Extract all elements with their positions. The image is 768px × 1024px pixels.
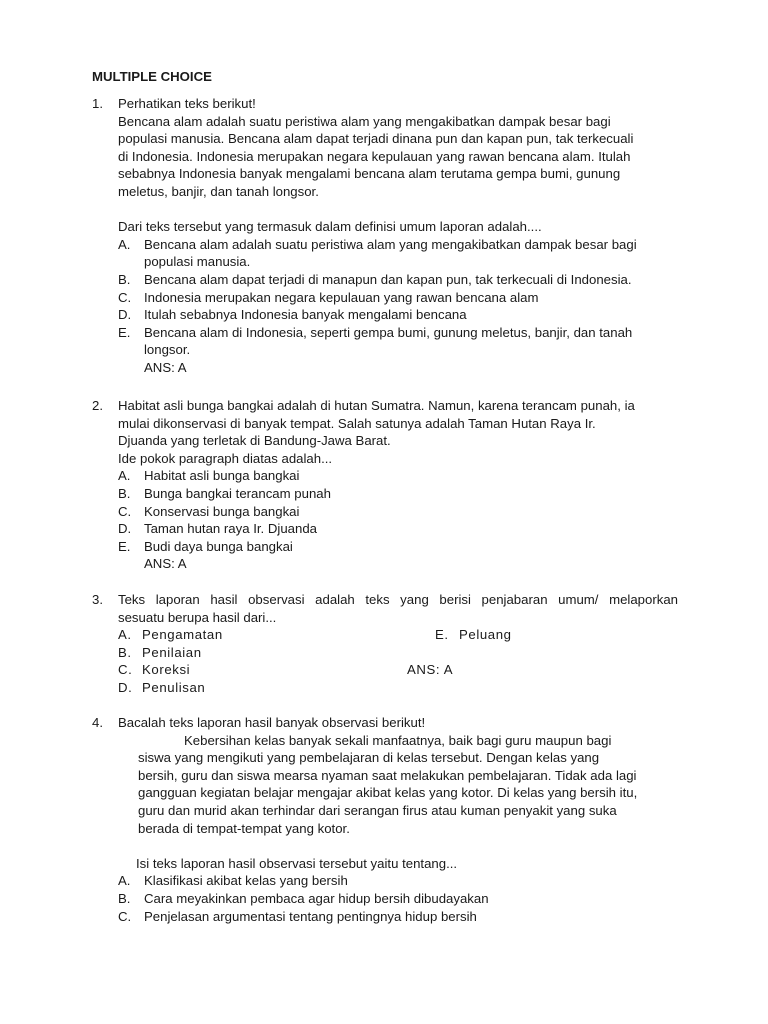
question-3 [92,591,678,697]
option-b [118,485,678,503]
option-text: Indonesia merupakan negara kepulauan yang rawan bencana alam [144,289,539,305]
option-letter: C. [118,908,132,924]
option-text: Taman hutan raya Ir. Djuanda [144,521,318,537]
option-letter: C. [118,503,132,519]
option-text: Pengamatan [142,627,223,643]
answer-key: ANS: A [144,359,187,375]
option-letter: B. [118,890,131,906]
option-letter: C. [118,289,132,305]
option-letter: A. [118,468,131,484]
passage-line: siswa yang mengikuti yang pembelajaran di kelas tersebut. Dengan kelas yang [138,750,600,766]
option-text: Bunga bangkai terancam punah [144,485,331,501]
question-stem: Isi teks laporan hasil observasi tersebut yaitu tentang... [136,855,458,871]
option-text: Habitat asli bunga bangkai [144,468,300,484]
page-title: MULTIPLE CHOICE [92,69,212,84]
option-text: longsor. [144,342,191,358]
option-c [118,661,190,679]
question-2 [92,397,678,573]
question-text-line: Teks laporan hasil observasi adalah teks yang berisi penjabaran umum/ melaporkan [118,592,678,607]
option-text: Budi daya bunga bangkai [144,538,293,554]
option-letter: E. [118,324,131,340]
option-text: Koreksi [142,662,191,678]
option-text: Peluang [459,627,512,643]
option-a [118,467,678,485]
question-text-line: di Indonesia. Indonesia merupakan negara kepulauan yang rawan bencana alam. Itulah [118,148,631,164]
option-text: Bencana alam dapat terjadi di manapun dan kapan pun, tak terkecuali di Indonesia. [144,271,632,287]
question-text-line: sebabnya Indonesia banyak mengalami bencana alam terutama gempa bumi, gunung [118,166,621,182]
question-text-line: mulai dikonservasi di banyak tempat. Salah satunya adalah Taman Hutan Raya Ir. [118,415,596,431]
option-letter: A. [118,236,131,252]
option-text: Bencana alam adalah suatu peristiwa alam yang mengakibatkan dampak besar bagi [144,236,637,252]
question-stem: Dari teks tersebut yang termasuk dalam definisi umum laporan adalah.... [118,219,542,235]
question-number: 4. [92,715,103,730]
question-text-line: meletus, banjir, dan tanah longsor. [118,183,319,199]
question-stem: Ide pokok paragraph diatas adalah... [118,450,333,466]
option-c [118,289,678,307]
option-c [118,908,678,926]
answer-key: ANS: A [407,662,454,678]
question-text-line: Perhatikan teks berikut! [118,96,256,111]
option-letter: E. [435,627,449,643]
option-letter: A. [118,627,132,643]
question-text-line: populasi manusia. Bencana alam dapat terjadi dinana pun dan kapan pun, tak terkecuali [118,131,634,147]
option-letter: E. [118,538,131,554]
answer-key: ANS: A [144,556,187,572]
option-text: Konservasi bunga bangkai [144,503,300,519]
option-letter: B. [118,644,132,660]
passage-line: berada di tempat-tempat yang kotor. [138,820,350,836]
question-number: 3. [92,592,103,607]
option-e [118,324,678,359]
option-letter: D. [118,679,133,695]
option-b [118,271,678,289]
question-text-line: Bencana alam adalah suatu peristiwa alam yang mengakibatkan dampak besar bagi [118,113,611,129]
option-a [118,626,223,644]
question-text-line: Djuanda yang terletak di Bandung-Jawa Barat. [118,433,391,449]
question-text-line: Habitat asli bunga bangkai adalah di hutan Sumatra. Namun, karena terancam punah, ia [118,398,635,413]
option-letter: B. [118,485,131,501]
option-text: Klasifikasi akibat kelas yang bersih [144,873,348,889]
question-stem: sesuatu berupa hasil dari... [118,609,277,625]
option-letter: C. [118,662,133,678]
option-a [118,236,678,271]
option-text: Penilaian [142,644,202,660]
option-b [118,890,678,908]
option-c [118,503,678,521]
passage-line: bersih, guru dan siswa mearsa nyaman saat melakukan pembelajaran. Tidak ada lagi [138,767,637,783]
question-1 [92,95,678,377]
option-e [435,626,512,644]
option-e [118,538,678,556]
option-d [118,679,205,697]
option-text: Cara meyakinkan pembaca agar hidup bersih dibudayakan [144,890,489,906]
option-letter: D. [118,521,132,537]
passage [92,732,678,838]
passage-line: Kebersihan kelas banyak sekali manfaatnya, baik bagi guru maupun bagi [184,732,612,748]
option-text: Bencana alam di Indonesia, seperti gempa bumi, gunung meletus, banjir, dan tanah [144,324,633,340]
option-letter: A. [118,873,131,889]
option-b [118,644,202,662]
option-text: Penjelasan argumentasi tentang pentingnya hidup bersih [144,908,477,924]
option-letter: B. [118,271,131,287]
option-letter: D. [118,307,132,323]
question-number: 2. [92,398,103,413]
passage-line: gangguan kegiatan belajar mengajar akibat kelas yang kotor. Di kelas yang bersih itu, [138,785,638,801]
option-d [118,520,678,538]
option-text: Penulisan [142,679,206,695]
option-d [118,306,678,324]
option-a [118,872,678,890]
question-4 [92,714,678,925]
question-number: 1. [92,96,103,111]
option-grid [92,626,678,696]
question-intro: Bacalah teks laporan hasil banyak observasi berikut! [118,715,426,730]
option-text: Itulah sebabnya Indonesia banyak mengalami bencana [144,307,467,323]
option-text: populasi manusia. [144,254,251,270]
passage-line: guru dan murid akan terhindar dari serangan firus atau kuman penyakit yang suka [138,802,617,818]
